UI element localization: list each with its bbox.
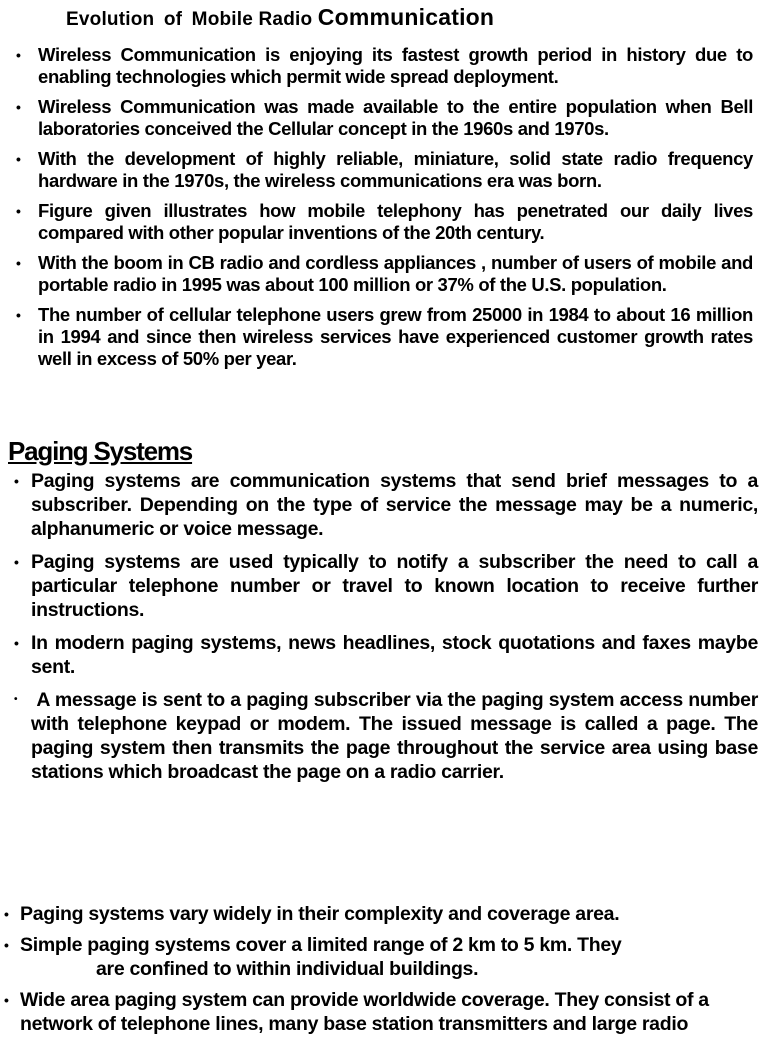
bullet-icon: • bbox=[16, 151, 21, 167]
bullet-icon: • bbox=[16, 99, 21, 115]
bullet-icon: • bbox=[16, 307, 21, 323]
list-item bbox=[16, 44, 753, 88]
list-item bbox=[14, 631, 758, 679]
list-item-text: Wide area paging system can provide worldwide coverage. They consist of a network of telephone lines, many base station transmitters and large radio bbox=[20, 989, 709, 1035]
list-item-text: Paging systems vary widely in their complexity and coverage area. bbox=[20, 903, 620, 925]
list-item bbox=[4, 902, 758, 926]
list-item-text: are confined to within individual buildings. bbox=[96, 958, 479, 980]
page-title bbox=[66, 4, 746, 31]
bullet-icon: • bbox=[4, 906, 9, 922]
list-item bbox=[14, 688, 758, 784]
list-item bbox=[16, 148, 753, 192]
list-item-text: Wireless Communication was made available to the entire population when Bell laboratories conceived the Cellular concept in the 1960s and 1970s. bbox=[38, 96, 753, 139]
bullet-icon: • bbox=[4, 937, 9, 953]
evolution-bullet-list bbox=[16, 44, 753, 378]
title-part: Mobile Radio bbox=[191, 9, 313, 30]
bullet-icon: • bbox=[16, 255, 21, 271]
list-item bbox=[14, 550, 758, 622]
list-item-text: In modern paging systems, news headlines, stock quotations and faxes maybe sent. bbox=[31, 632, 758, 678]
bullet-icon: • bbox=[4, 992, 9, 1008]
bullet-icon: • bbox=[14, 635, 19, 651]
title-part: of bbox=[163, 9, 183, 30]
list-item-text: Paging systems are communication systems that send brief messages to a subscriber. Depending on the type of service the message may be a numeric, alphanumeric or voice message. bbox=[31, 470, 758, 540]
list-item-text: Wireless Communication is enjoying its fastest growth period in history due to enabling technologies which permit wide spread deployment. bbox=[38, 44, 753, 87]
section-heading: Paging Systems bbox=[8, 436, 193, 466]
list-item-text: With the development of highly reliable, miniature, solid state radio frequency hardware in the 1970s, the wireless communications era was born. bbox=[38, 148, 753, 191]
list-item-text: A message is sent to a paging subscriber via the paging system access number with telephone keypad or modem. The issued message is called a page. The paging system then transmits the page throughout the service area using base stations which broadcast the page on a radio carrier. bbox=[31, 689, 758, 783]
bullet-icon: • bbox=[14, 554, 19, 570]
bullet-icon: • bbox=[16, 47, 21, 63]
list-item-text: With the boom in CB radio and cordless appliances , number of users of mobile and portable radio in 1995 was about 100 million or 37% of the U.S. population. bbox=[38, 252, 753, 295]
title-part: Communication bbox=[317, 4, 495, 30]
paging-details-list bbox=[4, 902, 758, 1043]
list-item bbox=[4, 988, 758, 1036]
list-item bbox=[14, 469, 758, 541]
list-item-text: Figure given illustrates how mobile telephony has penetrated our daily lives compared with other popular inventions of the 20th century. bbox=[38, 200, 753, 243]
bullet-icon: • bbox=[14, 694, 18, 705]
list-item bbox=[4, 933, 758, 981]
list-item bbox=[16, 252, 753, 296]
list-item-text: Simple paging systems cover a limited range of 2 km to 5 km. They bbox=[20, 934, 622, 956]
list-item bbox=[16, 96, 753, 140]
title-part: Evolution bbox=[66, 9, 155, 30]
bullet-icon: • bbox=[16, 203, 21, 219]
list-item-text: Paging systems are used typically to notify a subscriber the need to call a particular telephone number or travel to known location to receive further instructions. bbox=[31, 551, 758, 621]
bullet-icon: • bbox=[14, 473, 19, 489]
list-item-text: The number of cellular telephone users grew from 25000 in 1984 to about 16 million in 1994 and since then wireless services have experienced customer growth rates well in excess of 50% per year. bbox=[38, 304, 753, 369]
list-item bbox=[16, 304, 753, 370]
paging-bullet-list bbox=[14, 469, 758, 793]
list-item bbox=[16, 200, 753, 244]
